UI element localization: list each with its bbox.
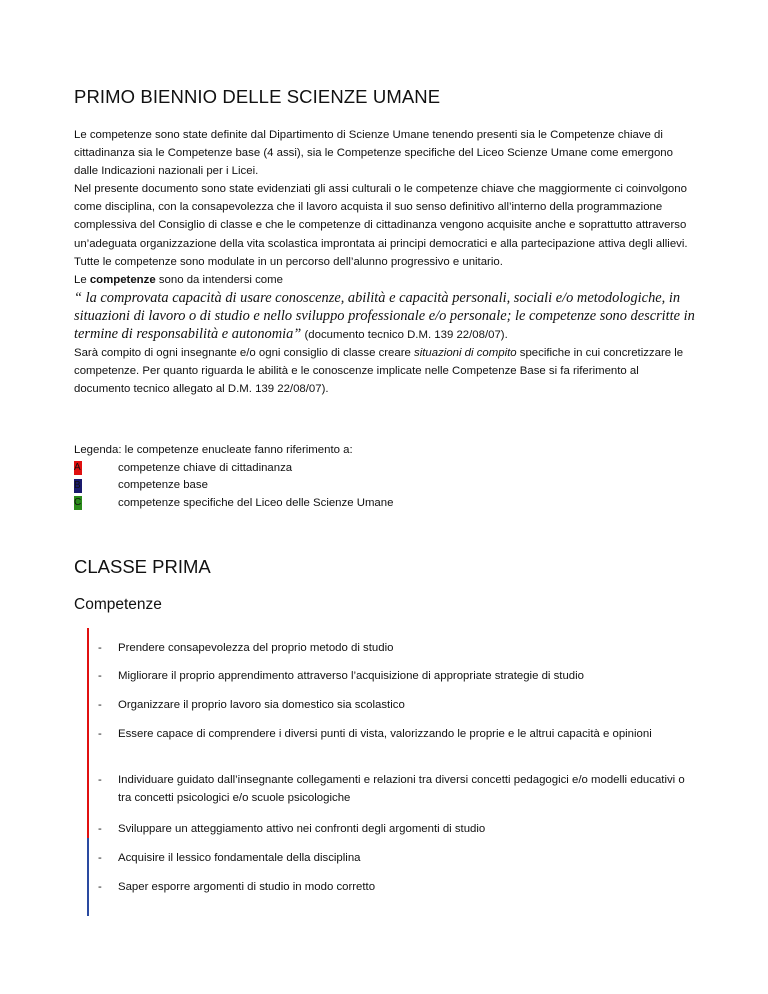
list-dash: - — [98, 699, 102, 711]
legend-item-c — [74, 495, 696, 513]
list-item — [74, 772, 696, 807]
intro-paragraph-5 — [74, 344, 696, 398]
list-item-text: Individuare guidato dall’insegnante collegamenti e relazioni tra diversi concetti pedagogici e/o modelli educativi o tra concetti psicologici e/o scuole psicologiche — [118, 774, 685, 804]
legend-item-b — [74, 477, 696, 495]
legend-code-b: B — [74, 479, 81, 491]
list-dash: - — [98, 823, 102, 835]
document-title: PRIMO BIENNIO DELLE SCIENZE UMANE — [74, 86, 441, 107]
list-dash: - — [98, 642, 102, 654]
classe-prima-heading: CLASSE PRIMA — [74, 556, 211, 577]
list-dash: - — [98, 774, 102, 786]
list-item-text: Saper esporre argomenti di studio in modo corretto — [118, 881, 376, 893]
list-dash: - — [98, 881, 102, 893]
list-item-text: Migliorare il proprio apprendimento attraverso l’acquisizione di appropriate strategie di studio — [118, 670, 584, 682]
list-item — [74, 879, 696, 897]
list-item-text: Acquisire il lessico fondamentale della disciplina — [118, 852, 361, 864]
situazioni-di-compito-italic: situazioni di compito — [414, 347, 517, 360]
list-item-text: Organizzare il proprio lavoro sia domestico sia scolastico — [118, 699, 405, 711]
list-item-text: Prendere consapevolezza del proprio metodo di studio — [118, 642, 394, 654]
legend-code-a: A — [74, 462, 81, 474]
compito-lead-text: Sarà compito di ogni insegnante e/o ogni consiglio di classe creare — [74, 347, 415, 360]
intro-paragraph-4 — [74, 271, 696, 289]
legend-item-a — [74, 460, 696, 478]
intro-paragraph-1: Le competenze sono state definite dal Dipartimento di Scienze Umane tenendo presenti sia le Competenze chiave di cittadinanza sia le Competenze base (4 assi), sia le Competenze specifiche del Liceo Scienze Umane come emergono dalle Indicazioni nazionali per i Licei. — [74, 129, 673, 178]
intro-paragraph-2: Nel presente documento sono state evidenziati gli assi culturali o le competenze chiave che maggiormente ci coinvolgono come disciplina, con la consapevolezza che il lavoro acquista il suo senso definitivo all’interno della programmazione complessiva del Consiglio di classe e che le competenze di cittadinanza vengono acquisite anche e soprattutto attraverso un’adeguata organizzazione della vita scolastica improntata ai principi democratici e alla partecipazione attiva degli allievi. — [74, 183, 688, 250]
intro-paragraph-3: Tutte le competenze sono modulate in un percorso dell’alunno progressivo e unitario. — [74, 255, 503, 268]
competenze-bold-word: competenze — [89, 273, 156, 286]
definition-reference: (documento tecnico D.M. 139 22/08/07). — [301, 329, 508, 342]
intro-section — [74, 126, 696, 398]
definition-paragraph — [74, 290, 696, 344]
legend-section — [74, 442, 696, 512]
list-dash: - — [98, 852, 102, 864]
legend-label-c: competenze specifiche del Liceo delle Scienze Umane — [118, 496, 394, 509]
list-item — [74, 726, 696, 744]
legend-heading: Legenda: le competenze enucleate fanno riferimento a: — [74, 444, 353, 456]
compito-tail-text: specifiche in cui concretizzare le competenze. Per quanto riguarda le abilità e le conoscenze implicate nelle Competenze Base si fa riferimento al documento tecnico allegato al D.M. 139 22/08/07). — [74, 347, 684, 396]
legend-label-a: competenze chiave di cittadinanza — [118, 461, 293, 474]
list-dash: - — [98, 670, 102, 682]
legend-label-b: competenze base — [118, 479, 208, 491]
list-item-text: Essere capace di comprendere i diversi punti di vista, valorizzando le proprie e le altrui capacità e opinioni — [118, 728, 652, 740]
definition-quote: “ la comprovata capacità di usare conoscenze, abilità e capacità personali, sociali e/o metodologiche, in situazioni di lavoro o di studio e nello sviluppo professionale e/o personale; le competenze sono descritte in termine di responsabilità e autonomia” — [74, 289, 695, 343]
legend-code-c: C — [74, 497, 82, 509]
list-dash: - — [98, 728, 102, 740]
list-item — [74, 821, 696, 839]
list-item — [74, 668, 696, 686]
list-item — [74, 850, 696, 868]
list-item — [74, 697, 696, 715]
list-item-text: Sviluppare un atteggiamento attivo nei confronti degli argomenti di studio — [118, 823, 486, 835]
competenze-tail-text: sono da intendersi come — [155, 273, 283, 286]
competenze-subheading: Competenze — [74, 596, 162, 613]
list-item — [74, 640, 696, 658]
competenze-lead-text: Le — [74, 273, 90, 286]
